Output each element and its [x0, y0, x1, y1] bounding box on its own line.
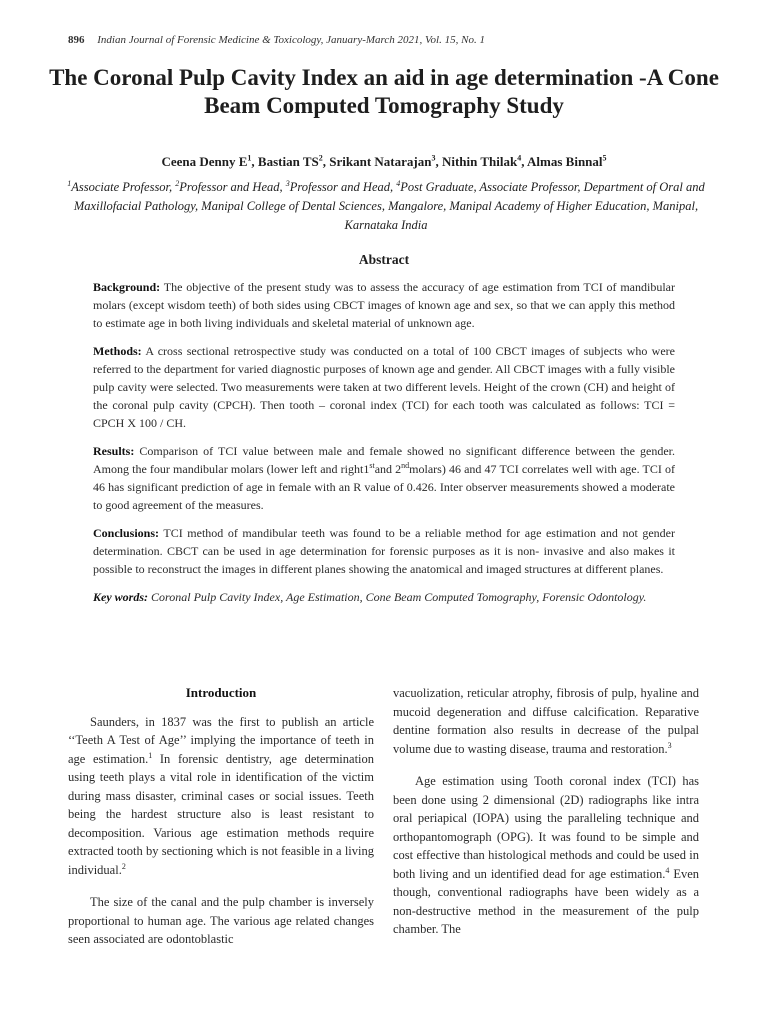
intro-paragraph-1: [68, 713, 374, 880]
author-name: Nithin Thilak: [441, 154, 518, 169]
citation-mark: 2: [121, 861, 126, 871]
affil-text: Post Graduate, Associate Professor, Department of Oral and Maxillofacial Pathology, Manipal College of Dental Sciences, Mangalore, Manipal Academy of Higher Education, Manipal, Karnataka India: [73, 180, 705, 232]
conclusions-label: Conclusions:: [93, 526, 160, 540]
running-header: [68, 34, 485, 46]
abstract-methods: [93, 342, 675, 432]
affil-text: Professor and Head,: [289, 180, 397, 194]
author-affil-mark: 5: [602, 153, 607, 163]
affil-text: Associate Professor,: [71, 180, 176, 194]
paragraph-text: In forensic dentistry, age determination using teeth plays a vital role in identification of the victim during mass disaster, criminal cases or social issues. Teeth being the hardest structure also is least resistant to decomposition. Various age estimation methods require extracted tooth by sectioning which is not feasible in a living individual.: [68, 751, 375, 877]
citation-mark: 3: [667, 740, 672, 750]
author-affil-mark: 2: [318, 153, 323, 163]
paragraph-text: vacuolization, reticular atrophy, fibrosis of pulp, hyaline and mucoid degeneration and diffuse calcification. Reparative dentine formation also results in decrease of the pulpal volume due to wasting disease, trauma and restoration.: [393, 686, 699, 756]
abstract-heading: Abstract: [358, 252, 410, 267]
abstract-body: [93, 278, 675, 616]
citation-mark: 1: [148, 750, 153, 760]
affil-mark: 4: [396, 178, 401, 188]
paper-title: The Coronal Pulp Cavity Index an aid in age determination -A Cone Beam Computed Tomography Study: [49, 65, 719, 118]
affil-mark: 1: [67, 178, 72, 188]
paragraph-text: Age estimation using Tooth coronal index (TCI) has been done using 2 dimensional (2D) radiographs like intra oral periapical (IOPA) using the paralleling technique and orthopantomograph (OPG). It was found to be simple and cost effective than histological methods and could be used in both living and un identified dead for age estimation.: [393, 774, 699, 881]
keywords-label: Key words:: [93, 590, 148, 604]
keywords-text: Coronal Pulp Cavity Index, Age Estimation, Cone Beam Computed Tomography, Forensic Odontology.: [148, 590, 647, 604]
results-label: Results:: [93, 444, 135, 458]
affil-text: Professor and Head,: [179, 180, 286, 194]
right-column: [393, 684, 699, 953]
background-label: Background:: [93, 280, 161, 294]
affil-mark: 3: [285, 178, 290, 188]
journal-citation: Indian Journal of Forensic Medicine & Toxicology, January-March 2021, Vol. 15, No. 1: [97, 34, 485, 46]
ordinal-sup: nd: [401, 461, 410, 470]
results-text: molars) 46 and 47 TCI correlates well with age. TCI of 46 has significant prediction of age in female with an R value of 0.426. Inter observer measurements showed a moderate to good agreement of the measures.: [93, 462, 675, 512]
author-affil-mark: 4: [517, 153, 522, 163]
left-column: [68, 684, 374, 963]
paragraph-text: Saunders, in 1837 was the first to publish an article ‘‘Teeth A Test of Age’’ implying the importance of teeth in age estimation.: [68, 714, 374, 766]
intro-paragraph-3: [393, 772, 699, 939]
conclusions-text: TCI method of mandibular teeth was found to be a reliable method for age estimation and not gender determination. CBCT can be used in age determination for forensic purposes as it is non- invasive and also makes it possible to reconstruct the images in different planes showing the anatomical and imaged structures at different planes.: [93, 526, 675, 576]
author-affil-mark: 1: [247, 153, 252, 163]
affiliations: [66, 178, 706, 235]
paragraph-text: Even though, conventional radiographs have been widely as a non-destructive method in the measurement of the pulp chamber. The: [393, 866, 699, 936]
author-name: Ceena Denny E: [161, 154, 248, 169]
background-text: The objective of the present study was to assess the accuracy of age estimation from TCI of mandibular molars (except wisdom teeth) of both sides using CBCT images of known age and sex, so that we can apply this method to estimate age in both living individuals and skeletal material of unknown age.: [93, 280, 675, 330]
citation-mark: 4: [665, 865, 670, 875]
affil-mark: 2: [175, 178, 180, 188]
methods-text: A cross sectional retrospective study was conducted on a total of 100 CBCT images of subjects who were referred to the department for varied diagnostic purposes of known age and gender. All CBCT images with a fully visible pulp cavity were selected. Two measurements were taken at two different levels. Height of the crown (CH) and height of the coronal pulp cavity (CPCH). Then tooth – coronal index (TCI) for each tooth was calculated as follows: TCI = CPCH X 100 / CH.: [93, 344, 675, 430]
abstract-background: [93, 278, 675, 332]
author-list: Ceena Denny $E^1$, Bastian $TS^2$, Srikant Natarajan$^3$, Nithin Thilak$^4$, Almas Binnal$^5$: [161, 153, 607, 169]
page-number: 896: [68, 34, 85, 46]
abstract-results: [93, 442, 675, 514]
abstract-conclusions: [93, 524, 675, 578]
author-name: Srikant Natarajan: [329, 154, 432, 169]
intro-paragraph-2-continued: [393, 684, 699, 758]
abstract-keywords: [93, 588, 675, 606]
ordinal-sup: st: [369, 461, 375, 470]
author-name: Almas Binnal: [527, 154, 603, 169]
methods-label: Methods:: [93, 344, 142, 358]
author-name: Bastian TS: [257, 154, 319, 169]
results-text: and 2: [374, 462, 402, 476]
intro-paragraph-2: The size of the canal and the pulp chamber is inversely proportional to human age. The various age related changes seen associated are odontoblastic: [68, 895, 374, 946]
results-text: Comparison of TCI value between male and female showed no significant difference between the gender. Among the four mandibular molars (lower left and right1: [93, 444, 675, 476]
introduction-heading: Introduction: [185, 685, 257, 700]
author-affil-mark: 3: [431, 153, 436, 163]
